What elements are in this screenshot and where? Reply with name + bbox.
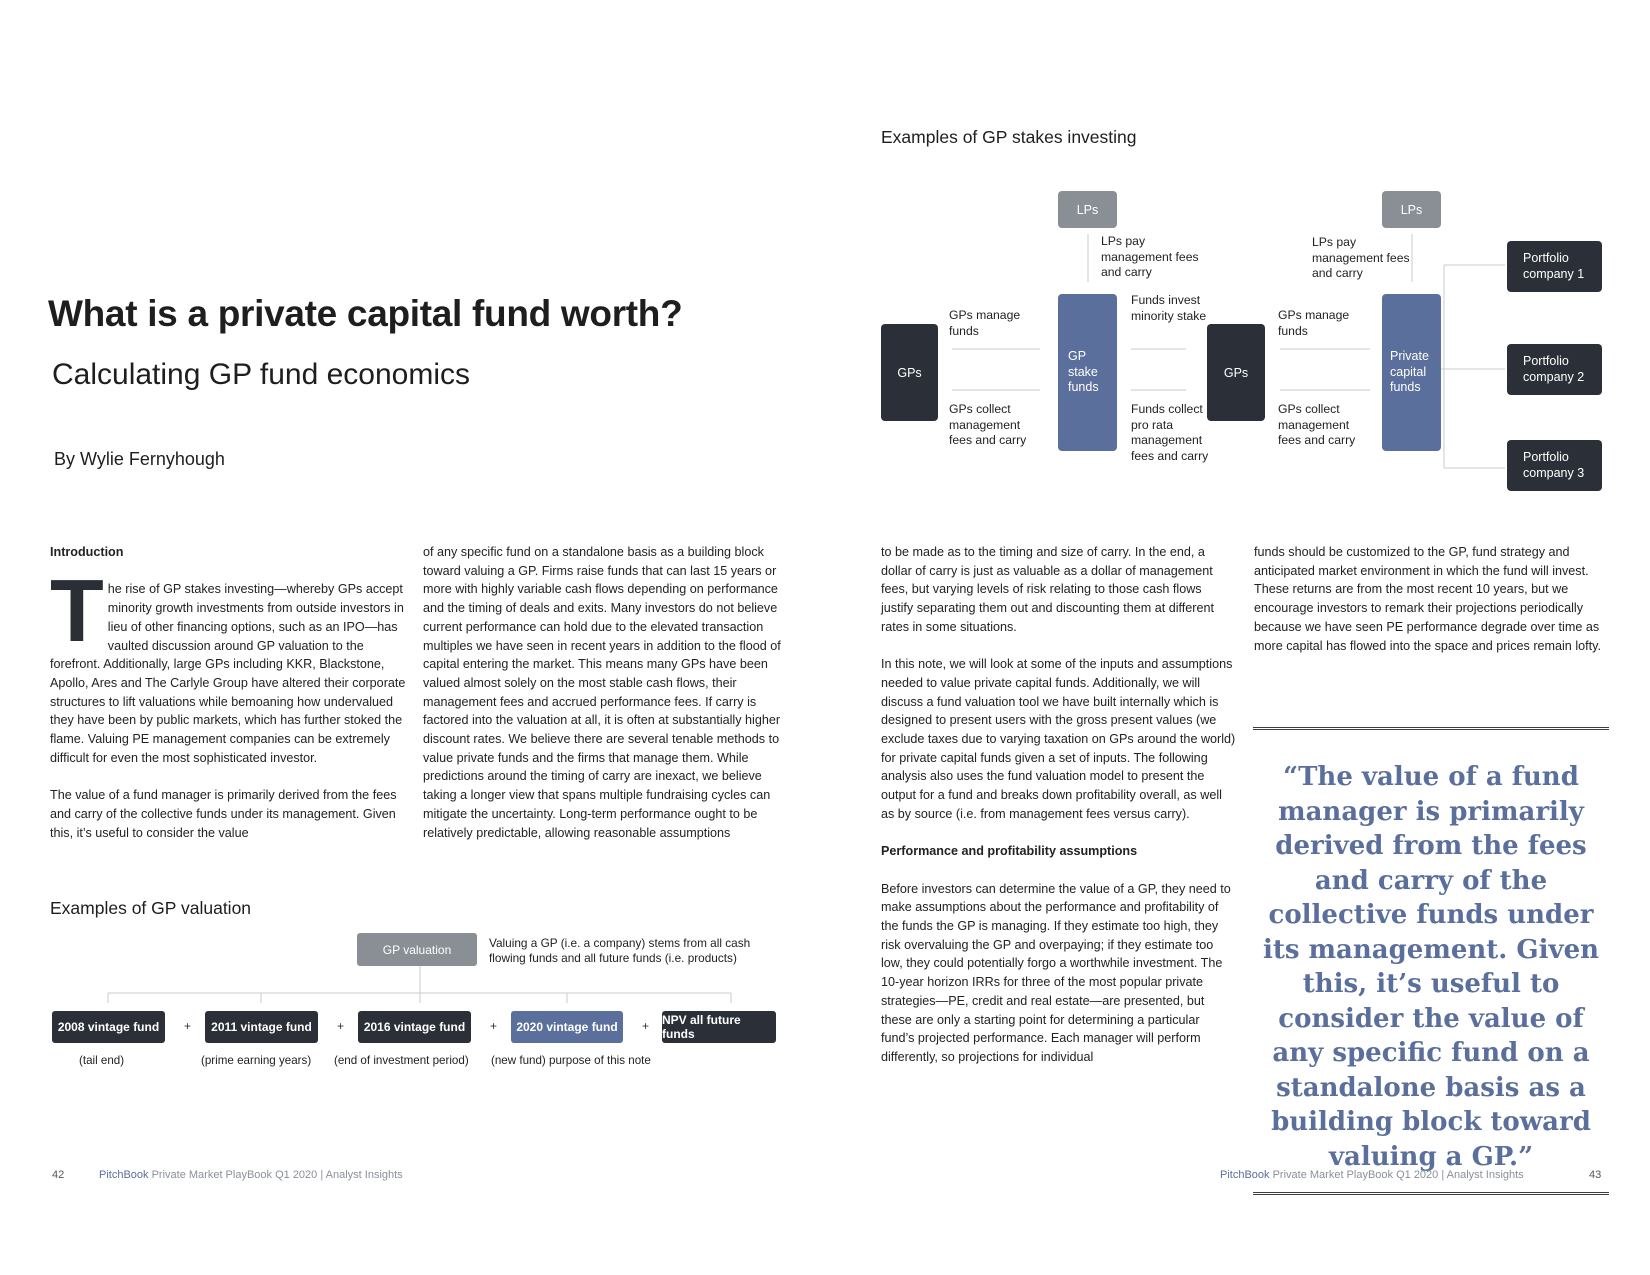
fund-note: (end of investment period)	[334, 1054, 469, 1067]
gps-manage-label: GPs manage funds	[1278, 308, 1350, 338]
lps-pay-label: LPs pay management fees and carry	[1312, 235, 1410, 280]
fund-note: (tail end)	[79, 1054, 125, 1067]
portfolio-company-1: Portfolio company 1	[1507, 241, 1602, 292]
plus-sign: +	[184, 1019, 192, 1033]
fund-box-2011: 2011 vintage fund	[205, 1011, 318, 1043]
gps-collect-label: GPs collect management fees and carry	[949, 402, 1027, 447]
footer-right	[1220, 1169, 1524, 1181]
page-number-left: 42	[52, 1169, 65, 1181]
fund-box-2020: 2020 vintage fund	[511, 1011, 623, 1043]
column-4	[1254, 543, 1612, 674]
page-title: What is a private capital fund worth?	[48, 293, 683, 334]
gps-manage-label: GPs manage funds	[949, 308, 1021, 338]
plus-sign: +	[642, 1019, 650, 1033]
fund-box-2016: 2016 vintage fund	[358, 1011, 471, 1043]
plus-sign: +	[337, 1019, 345, 1033]
page-number-right: 43	[1589, 1169, 1602, 1181]
fund-box-future: NPV all future funds	[662, 1011, 776, 1043]
footer-left	[99, 1169, 403, 1181]
funds-collect-label: Funds collect pro rata management fees and carry	[1131, 402, 1209, 463]
gp-valuation-title: Examples of GP valuation	[50, 898, 252, 918]
gps-collect-label: GPs collect management fees and carry	[1278, 402, 1356, 447]
fund-note: (prime earning years)	[201, 1054, 312, 1067]
fund-note: (new fund) purpose of this note	[491, 1054, 651, 1067]
lps-box: LPs	[1058, 191, 1117, 228]
paragraph: funds should be customized to the GP, fund strategy and anticipated market environment in which the fund will invest. These returns are from the most recent 10 years, but we encourage investors to remark their projections periodically because we have seen PE performance degrade over time as more capital has flowed into the space and prices remain lofty.	[1254, 545, 1601, 653]
gp-valuation-box: GP valuation	[357, 933, 477, 966]
paragraph: Before investors can determine the value of a GP, they need to make assumptions about the performance and profitability of the funds the GP is managing. If they estimate too high, they risk overvaluing the GP and overpaying; if they estimate too low, they could potentially forgo a worthwhile investment. The 10-year horizon IRRs for three of the most popular private strategies—PE, credit and real estate—are presented, but these are only a starting point for determining a particular fund’s projected performance. Each manager will perform differently, so projections for individual	[881, 881, 1231, 1064]
funds-invest-label: Funds invest minority stake	[1131, 293, 1207, 323]
gp-stake-funds-box: GP stake funds	[1058, 294, 1117, 451]
gp-valuation-note: Valuing a GP (i.e. a company) stems from all cash flowing funds and all future funds (i.e. products)	[489, 936, 751, 965]
gp-stakes-title: Examples of GP stakes investing	[881, 127, 1137, 147]
lps-pay-label: LPs pay management fees and carry	[1101, 234, 1199, 279]
portfolio-company-3: Portfolio company 3	[1507, 440, 1602, 491]
dropcap: T	[50, 561, 104, 661]
footer-publication: Private Market PlayBook Q1 2020 | Analyst Insights	[151, 1169, 403, 1181]
portfolio-company-2: Portfolio company 2	[1507, 344, 1602, 395]
fund-box-2008: 2008 vintage fund	[52, 1011, 165, 1043]
footer-brand: PitchBook	[99, 1169, 149, 1181]
page-subtitle: Calculating GP fund economics	[52, 358, 471, 391]
gps-box: GPs	[881, 324, 938, 421]
private-capital-funds-box: Private capital funds	[1382, 294, 1441, 451]
performance-heading: Performance and profitability assumptions	[881, 844, 1138, 859]
plus-sign: +	[490, 1019, 498, 1033]
paragraph: of any specific fund on a standalone basis as a building block toward valuing a GP. Firms raise funds that can last 15 years or more with highly variable cash flows depending on performance and the timing of deals and exits. Many investors do not believe current performance can hold due to the elevated transaction multiples we have seen in recent years in addition to the flood of capital entering the market. This means many GPs have been valued almost solely on the most stable cash flows, their management fees and accrued performance fees. If carry is factored into the valuation at all, it is often at substantially higher discount rates. We believe there are several tenable methods to value private funds and the firms that manage them. While predictions around the timing of carry are inexact, we believe taking a longer view that spans multiple fundraising cycles can mitigate the uncertainty. Long-term performance ought to be relatively predictable, allowing reasonable assumptions	[423, 545, 781, 840]
lps-box: LPs	[1382, 191, 1441, 228]
gps-box: GPs	[1207, 324, 1265, 421]
author-byline: By Wylie Fernyhough	[54, 449, 225, 469]
pull-quote	[1253, 727, 1609, 1195]
paragraph: The value of a fund manager is primarily derived from the fees and carry of the collective funds under its management. Given this, it’s useful to consider the value	[50, 788, 397, 840]
footer-brand: PitchBook	[1220, 1169, 1270, 1181]
column-3	[881, 543, 1236, 1085]
paragraph: to be made as to the timing and size of carry. In the end, a dollar of carry is just as valuable as a dollar of management fees, but varying levels of risk relating to those cash flows justify separating them out and discounting them at different rates in some situations.	[881, 545, 1215, 634]
intro-paragraph: The rise of GP stakes investing—whereby GPs accept minority growth investments from outside investors in lieu of other financing options, such as an IPO—has vaulted discussion around GP valuation to the forefront. Additionally, large GPs including KKR, Blackstone, Apollo, Ares and The Carlyle Group have altered their corporate structures to lift valuations while bemoaning how undervalued they have been by public markets, which has further stoked the flame. Valuing PE management companies can be extremely difficult for even the most sophisticated investor.	[50, 561, 406, 765]
footer-publication: Private Market PlayBook Q1 2020 | Analyst Insights	[1272, 1169, 1524, 1181]
pull-quote-text: “The value of a fund manager is primarily derived from the fees and carry of the collective funds under its management. Given this, it’s useful to consider the value of any specific fund on a standalone basis as a building block toward valuing a GP.”	[1262, 762, 1600, 1172]
paragraph: In this note, we will look at some of the inputs and assumptions needed to value private capital funds. Additionally, we will discuss a fund valuation tool we have built internally which is designed to present users with the gross present values (we exclude taxes due to varying taxation on GPs around the world) for private capital funds given a set of inputs. The following analysis also uses the fund valuation model to present the output for a fund and breaks down profitability overall, as well as by source (i.e. from management fees versus carry).	[881, 657, 1236, 821]
intro-heading: Introduction	[50, 545, 124, 559]
